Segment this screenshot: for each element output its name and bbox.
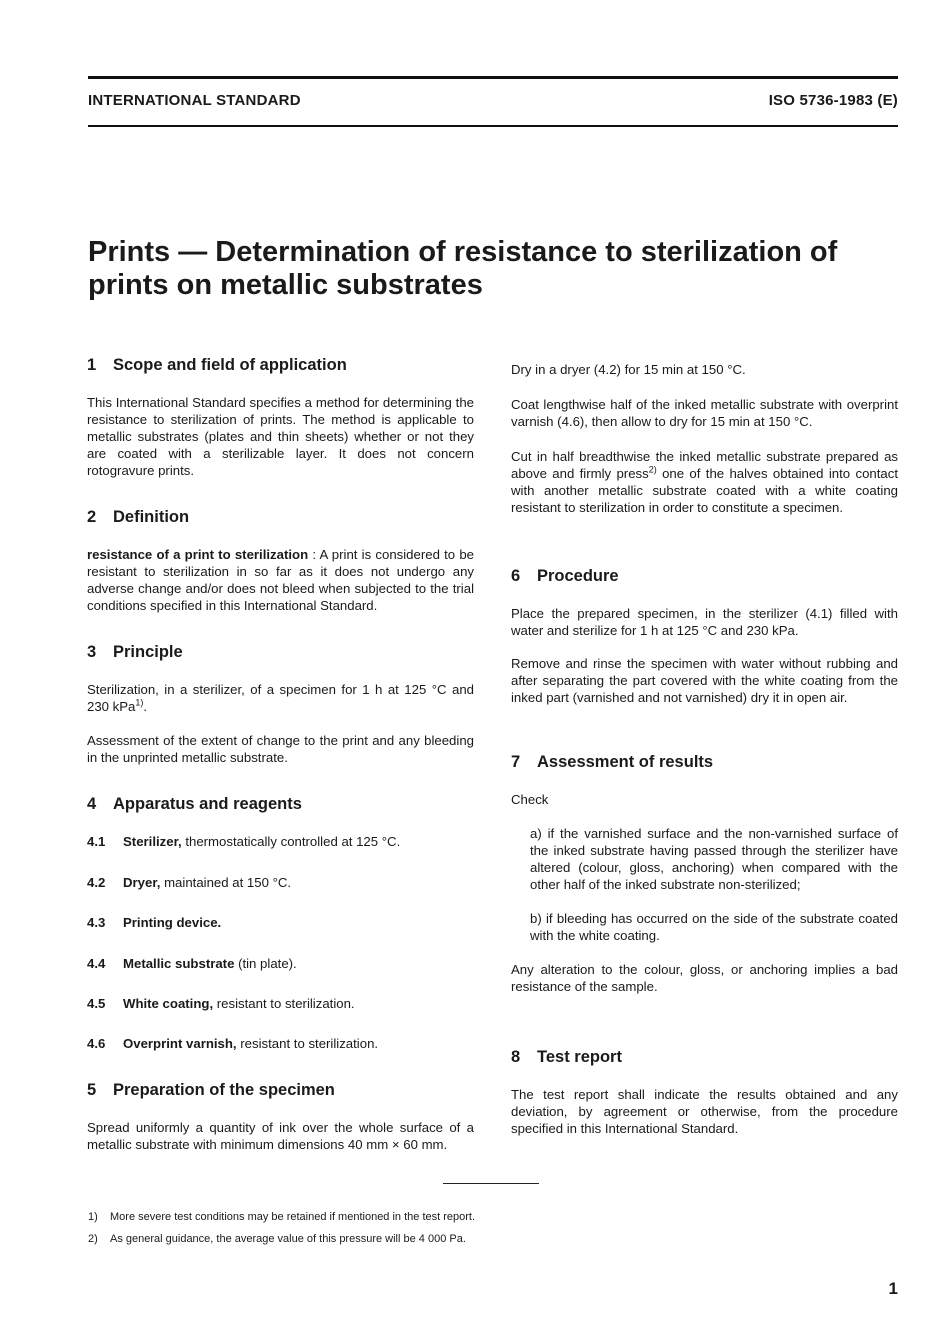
section-heading-6: 6 Procedure — [511, 567, 619, 585]
section-5-para-dry: Dry in a dryer (4.2) for 15 min at 150 °C. — [511, 362, 746, 377]
section-heading-2: 2 Definition — [87, 508, 190, 526]
apparatus-item: 4.6 Overprint varnish, resistant to sterilization. — [87, 1036, 379, 1051]
section-5-para-cut: Cut in half breadthwise the inked metallic substrate prepared as above and firmly press$^{2)}$ one of the halves obtained into contact with another metallic substrate coated with a white coating resistant to sterilization in order to constitute a specimen. — [511, 449, 898, 515]
section-heading-1: 1 Scope and field of application — [87, 356, 347, 374]
footnote: 1) More severe test conditions may be retained if mentioned in the test report. — [88, 1211, 476, 1223]
page-number: 1 — [888, 1279, 898, 1298]
standard-number: ISO 5736-1983 (E) — [768, 92, 898, 109]
apparatus-item: 4.4 Metallic substrate (tin plate). — [87, 956, 297, 971]
section-heading-3: 3 Principle — [87, 643, 183, 661]
footnote: 2) As general guidance, the average value of this pressure will be 4 000 Pa. — [88, 1233, 466, 1245]
section-6-para-2: Remove and rinse the specimen with water without rubbing and after separating the part covered with the white coating from the inked part (varnished and not varnished) dry it in open air. — [511, 656, 898, 705]
section-5-body: Spread uniformly a quantity of ink over the whole surface of a metallic substrate with minimum dimensions 40 mm × 60 mm. — [87, 1120, 474, 1152]
section-7-conclusion: Any alteration to the colour, gloss, or anchoring implies a bad resistance of the sample. — [511, 962, 898, 994]
section-3-para-1: Sterilization, in a sterilizer, of a specimen for 1 h at 125 °C and 230 kPa$^{1)}$. — [87, 682, 474, 714]
footnote-separator — [443, 1183, 539, 1184]
section-7-intro: Check — [511, 792, 549, 807]
apparatus-item: 4.3 Printing device. — [87, 915, 222, 930]
section-heading-5: 5 Preparation of the specimen — [87, 1081, 335, 1099]
apparatus-item: 4.5 White coating, resistant to sterilization. — [87, 996, 355, 1011]
apparatus-item: 4.2 Dryer, maintained at 150 °C. — [87, 875, 292, 890]
section-3-para-2: Assessment of the extent of change to the print and any bleeding in the unprinted metallic substrate. — [87, 733, 474, 765]
section-heading-7: 7 Assessment of results — [511, 753, 714, 771]
footnote-ref-2: 2) — [648, 464, 657, 475]
section-heading-8: 8 Test report — [511, 1048, 622, 1066]
document-type: INTERNATIONAL STANDARD — [88, 92, 301, 109]
section-2-body: resistance of a print to sterilization : A print is considered to be resistant to sterilization in so far as it does not undergo any adverse change and/or does not bleed when subjected to the trial conditions specified in this International Standard. — [87, 547, 475, 613]
section-5-para-coat: Coat lengthwise half of the inked metallic substrate with overprint varnish (4.6), then allow to dry for 15 min at 150 °C. — [511, 397, 898, 429]
apparatus-item: 4.1 Sterilizer, thermostatically controlled at 125 °C. — [87, 834, 401, 849]
section-7-item-a: a) if the varnished surface and the non-varnished surface of the inked substrate having passed through the sterilizer have altered (colour, gloss, anchoring) when compared with the other half of the inked substrate non-sterilized; — [530, 826, 898, 892]
section-7-item-b: b) if bleeding has occurred on the side of the substrate coated with the white coating. — [530, 911, 898, 943]
section-heading-4: 4 Apparatus and reagents — [87, 795, 302, 813]
section-6-para-1: Place the prepared specimen, in the sterilizer (4.1) filled with water and sterilize for 1 h at 125 °C and 230 kPa. — [511, 606, 898, 638]
header-bottom-rule — [88, 125, 898, 127]
header-top-rule — [88, 76, 898, 79]
section-8-body: The test report shall indicate the results obtained and any deviation, by agreement or otherwise, from the procedure specified in this International Standard. — [511, 1087, 898, 1136]
right-column — [511, 361, 898, 1137]
section-1-body: This International Standard specifies a method for determining the resistance to sterilization of prints. The method is applicable to metallic substrates (plates and thin sheets) whether or not they are coated with a sterilizable layer. It does not concern rotogravure prints. — [87, 395, 474, 478]
page-title: Prints — Determination of resistance to sterilization of prints on metallic substrates — [88, 236, 838, 301]
definition-term: resistance of a print to sterilization — [87, 547, 309, 562]
footnote-ref-1: 1) — [135, 697, 144, 708]
left-column — [87, 357, 474, 1153]
